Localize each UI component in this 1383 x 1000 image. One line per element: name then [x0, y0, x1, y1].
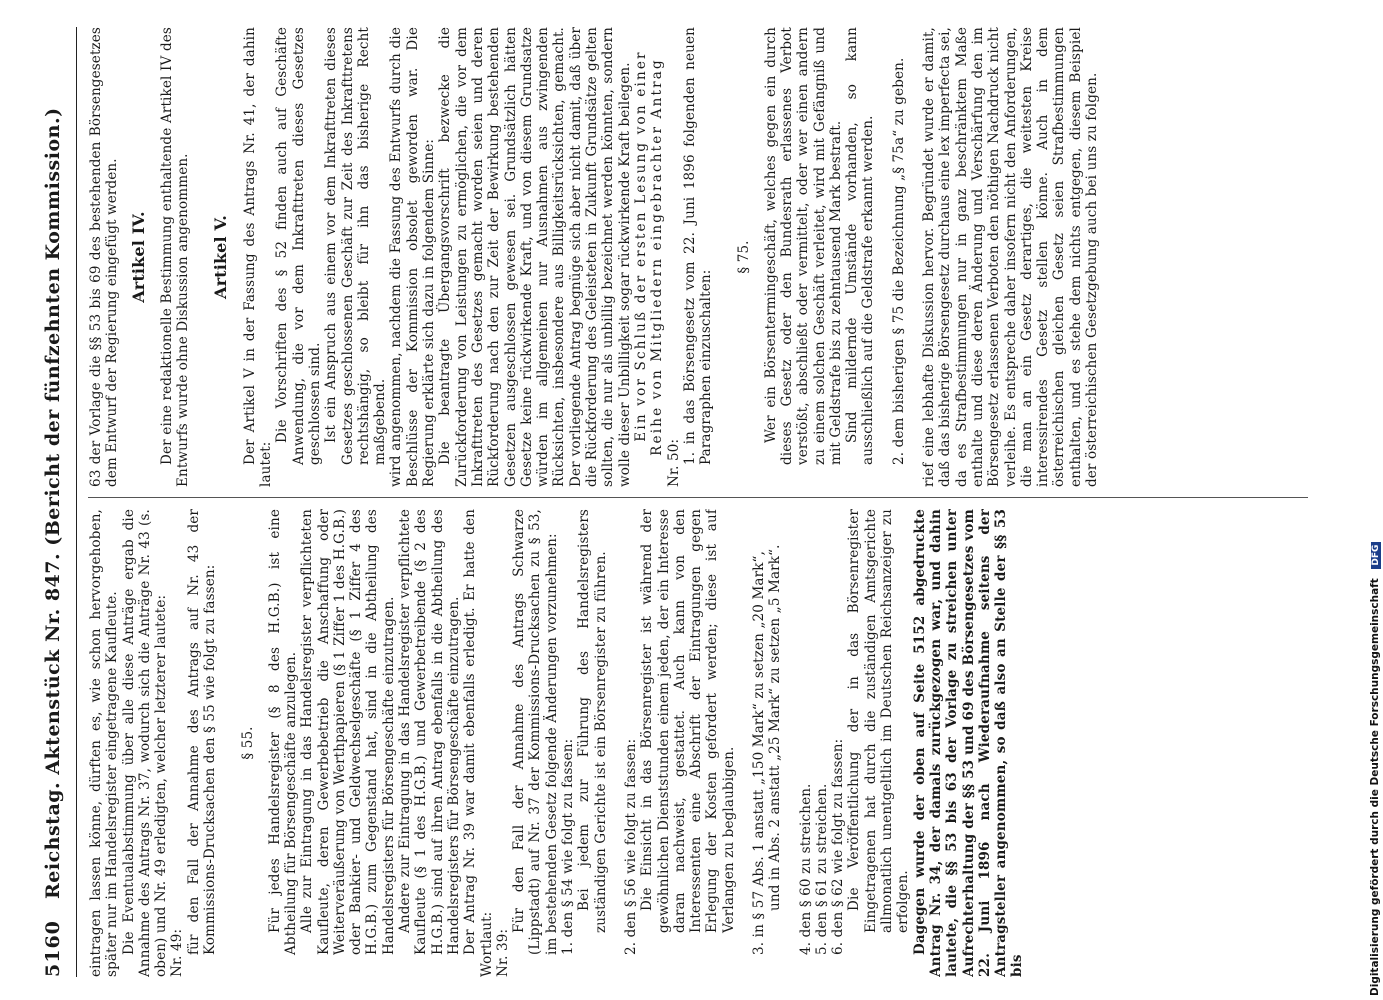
- motion-number: Nr. 50:: [665, 438, 682, 487]
- paragraph: Für jedes Handelsregister (§ 8 des H.G.B.) ist eine Abtheilung für Börsengeschäfte anzulegen.: [266, 509, 299, 955]
- paragraph: Wer ein Börsentermingeschäft, welches gegen ein durch dieses Gesetz oder den Bundesrath erlassenes Verbot verstößt, abschließt oder vermittelt, oder wer einen andern zu einem solchen Geschäft verleitet, wird mit Gefängniß und mit Geldstrafe bis zu zehntausend Mark bestraft.: [762, 27, 844, 465]
- credit-text: Digitalisierung gefördert durch die Deutsche Forschungsgemeinschaft: [1369, 578, 1381, 996]
- paragraph: Für den Fall der Annahme des Antrags Schwarze (Lippstadt) auf Nr. 37 der Kommissions-Drucksachen zu § 53, im bestehenden Gesetz folgende Änderungen vorzunehmen:: [511, 509, 560, 955]
- list-item: 2. dem bisherigen § 75 die Bezeichnung „§ 75a“ zu geben.: [890, 57, 907, 465]
- paragraph: Ein vor Schluß der ersten Lesung von einer Reihe von Mitgliedern eingebrachter Antrag: [632, 50, 666, 456]
- paragraph: und in Abs. 2 anstatt „25 Mark“ zu setzen „5 Mark“.: [767, 544, 784, 911]
- list-item: 4. den § 60 zu streichen.: [797, 783, 814, 955]
- list-item: 5. den § 61 zu streichen.: [813, 783, 830, 955]
- list-item: 1. in das Börsengesetz vom 22. Juni 1896 folgenden neuen Paragraphen einzuschalten:: [681, 27, 715, 465]
- document-page: [36, 27, 1326, 977]
- running-head: Reichstag. Aktenstück Nr. 847. (Bericht der fünfzehnten Kommission.): [42, 107, 64, 899]
- list-item: 1. den § 54 wie folgt zu fassen:: [560, 738, 577, 955]
- motion-number: Nr. 49:: [169, 928, 186, 977]
- paragraph: Dagegen wurde der oben auf Seite 5152 abgedruckte Antrag Nr. 34, der damals zurückgezogen war, und dahin lautete, die §§ 53 bis 63 der Vorlage zu streichen unter Aufrechterhaltung der §§ 53 und 69 des Börsengesetzes vom 22. Juni 1896 nach Wiederaufnahme seitens der Antragsteller angenommen, so daß also an Stelle der §§ 53 bis: [911, 509, 1026, 977]
- paragraph: wird angenommen, nachdem die Fassung des Entwurfs durch die Beschlüsse der Kommission obsolet geworden war. Die Regierung erklärte sich dazu in folgendem Sinne:: [388, 27, 438, 487]
- paragraph: Alle zur Eintragung in das Handelsregister verpflichteten Kaufleute, deren Gewerbebetrieb die Anschaffung oder Weiterveräußerung von Werthpapieren (§ 1 Ziffer 1 des H.G.B.) oder Bankier- und Geldwechselgeschäfte (§ 1 Ziffer 4 des H.G.B.) zum Gegenstand hat, sind in die Abtheilung des Handelsregisters für Börsengeschäfte einzutragen.: [299, 509, 397, 955]
- paragraph: rief eine lebhafte Diskussion hervor. Begründet wurde er damit, daß das bisherige Börsengesetz durchaus eine lex imperfecta sei, da es Strafbestimmungen nur in ganz beschränktem Maße enthalte und diese deren Änderung und Verschärfung den im Börsengesetz erlassenen Verboten den nöthigen Nachdruck nicht verleihe. Es entspreche daher insofern nicht den Anforderungen, die man an ein Gesetz derartiges, die weitesten Kreise interessirendes Gesetz stellen könne. Auch in dem österreichischen gleichen Gesetz seien Strafbestimmungen enthalten, und es stehe dem nichts entgegen, diesem Beispiel der österreichischen Gesetzgebung auch bei uns zu folgen.: [921, 27, 1101, 487]
- list-item: 2. den § 56 wie folgt zu fassen:: [622, 738, 639, 955]
- page-number: 5160: [42, 920, 64, 977]
- paragraph: Sind mildernde Umstände vorhanden, so kann ausschließlich auf die Geldstrafe erkannt werden.: [844, 27, 877, 465]
- header-rule: [76, 27, 77, 977]
- section-heading: § 55.: [240, 726, 257, 760]
- paragraph: Ist ein Anspruch aus einem vor dem Inkrafttreten dieses Gesetzes geschlossenen Geschäft zur Zeit des Inkrafttretens rechtshängig, so bleibt für ihn das bisherige Recht maßgebend.: [323, 27, 389, 465]
- right-column: [88, 27, 1318, 487]
- article-heading: Artikel IV.: [128, 211, 148, 303]
- motion-number: Nr. 39:: [494, 928, 511, 977]
- paragraph: Die Eventualabstimmung über alle diese Anträge ergab die Annahme des Antrags Nr. 37, wodurch sich die Anträge Nr. 43 (s. oben) und Nr. 49 erledigten, welcher letzterer lautete:: [120, 509, 170, 977]
- paragraph: Die Veröffentlichung der in das Börsenregister Eingetragenen hat durch die zuständigen Amtsgerichte allmonatlich unentgeltlich im Deutschen Reichsanzeiger zu erfolgen.: [846, 509, 912, 933]
- list-item: 3. in § 57 Abs. 1 anstatt „150 Mark“ zu setzen „20 Mark“,: [750, 550, 767, 955]
- paragraph: Andere zur Eintragung in das Handelsregister verpflichtete Kaufleute (§ 1 des H.G.B.) und Gewerbetreibende (§ 2 des H.G.B.) sind auf ihren Antrag ebenfalls in die Abtheilung des Handelsregisters für Börsengeschäfte einzutragen.: [397, 509, 462, 955]
- paragraph: Die Vorschriften des § 52 finden auch auf Geschäfte Anwendung, die vor dem Inkrafttreten dieses Gesetzes geschlossen sind.: [274, 27, 323, 465]
- section-heading: § 75.: [736, 240, 753, 274]
- column-divider: [88, 497, 1308, 498]
- page-header: [36, 27, 80, 977]
- paragraph: Der eine redaktionelle Bestimmung enthaltende Artikel IV des Entwurfs wurde ohne Diskussion angenommen.: [158, 27, 192, 487]
- paragraph: Der Antrag Nr. 39 war damit ebenfalls erledigt. Er hatte den Wortlaut:: [462, 509, 495, 977]
- digitization-credit: [1369, 6, 1383, 996]
- paragraph: Der Artikel V in der Fassung des Antrags Nr. 41, der dahin lautet:: [241, 27, 275, 487]
- dfg-logo: DFG: [1371, 542, 1381, 569]
- article-heading: Artikel V.: [211, 215, 231, 299]
- paragraph: Die Einsicht in das Börsenregister ist während der gewöhnlichen Dienststunden einem jeden, der ein Interesse daran nachweist, gestattet. Auch kann von den Interessenten eine Abschrift der Eintragungen gegen Erlegung der Kosten gefordert werden; diese ist auf Verlangen zu beglaubigen.: [639, 509, 737, 933]
- paragraph: eintragen lassen könne, dürften es, wie schon hervorgehoben, später nur im Handelsregister eingetragene Kaufleute.: [88, 509, 121, 977]
- paragraph: Bei jedem zur Führung des Handelsregisters zuständigen Gerichte ist ein Börsenregister zu führen.: [576, 509, 609, 933]
- paragraph: für den Fall der Annahme des Antrags auf Nr. 43 der Kommissions-Drucksachen den § 55 wie folgt zu fassen:: [185, 509, 219, 955]
- list-item: 6. den § 62 wie folgt zu fassen:: [830, 738, 847, 955]
- left-column: [88, 509, 1318, 977]
- paragraph: 63 der Vorlage die §§ 53 bis 69 des bestehenden Börsengesetzes dem Entwurf der Regierung eingefügt werden.: [88, 27, 121, 487]
- paragraph: Die beantragte Übergangsvorschrift bezwecke die Zurückforderung von Leistungen zu ermöglichen, die vor dem Inkrafttreten des Gesetzes gemacht worden seien und deren Rückforderung nach den zur Zeit der Bewirkung bestehenden Gesetzen ausgeschlossen gewesen sei. Grundsätzlich hätten Gesetze keine rückwirkende Kraft, und von diesem Grundsatze würden im allgemeinen nur Ausnahmen aus zwingenden Rücksichten, insbesondere aus Billigkeitsrücksichten, gemacht. Der vorliegende Antrag begnüge sich aber nicht damit, daß über die Rückforderung des Geleisteten in Zukunft Grundsätze gelten sollten, die nur als unbillig bezeichnet werden könnten, sondern wolle dieser Unbilligkeit sogar rückwirkende Kraft beilegen.: [437, 27, 633, 487]
